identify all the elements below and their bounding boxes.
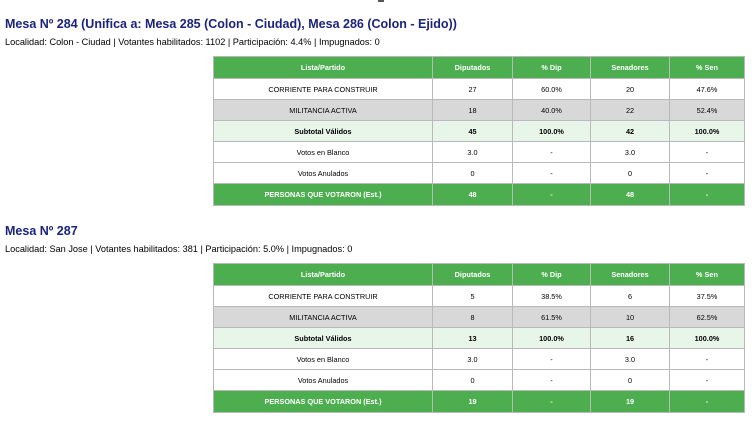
cell-lista: CORRIENTE PARA CONSTRUIR <box>214 79 433 100</box>
table-row <box>214 142 745 163</box>
header-senadores: Senadores <box>591 57 670 79</box>
cell-lista: PERSONAS QUE VOTARON (Est.) <box>214 184 433 206</box>
cell-senadores: 20 <box>591 79 670 100</box>
cell-pct-dip: 60.0% <box>513 79 591 100</box>
table-header-row <box>214 57 745 79</box>
cell-diputados: 3.0 <box>433 142 513 163</box>
cell-pct-dip: - <box>513 349 591 370</box>
cell-pct-sen: 52.4% <box>670 100 745 121</box>
table-row <box>214 286 745 307</box>
header-diputados: Diputados <box>433 264 513 286</box>
cell-senadores: 19 <box>591 391 670 413</box>
mesa-section-287 <box>5 224 750 255</box>
cell-senadores: 0 <box>591 163 670 184</box>
cell-diputados: 8 <box>433 307 513 328</box>
cell-lista: Subtotal Válidos <box>214 328 433 349</box>
cell-pct-sen: 100.0% <box>670 121 745 142</box>
mesa-title: Mesa Nº 284 (Unifica a: Mesa 285 (Colon - Ciudad), Mesa 286 (Colon - Ejido)) <box>5 17 457 31</box>
cell-pct-dip: - <box>513 184 591 206</box>
table-row <box>214 79 745 100</box>
cell-senadores: 3.0 <box>591 349 670 370</box>
cell-senadores: 6 <box>591 286 670 307</box>
cell-senadores: 10 <box>591 307 670 328</box>
cell-diputados: 0 <box>433 370 513 391</box>
cell-pct-sen: - <box>670 163 745 184</box>
header-pct-dip: % Dip <box>513 57 591 79</box>
table-row <box>214 349 745 370</box>
subtotal-row <box>214 121 745 142</box>
total-row <box>214 391 745 413</box>
cell-senadores: 22 <box>591 100 670 121</box>
mesa-info: Localidad: San Jose | Votantes habilitados: 381 | Participación: 5.0% | Impugnados: 0 <box>5 244 353 254</box>
cell-lista: Votos Anulados <box>214 370 433 391</box>
cell-lista: Votos en Blanco <box>214 142 433 163</box>
cell-pct-dip: - <box>513 163 591 184</box>
cell-pct-sen: - <box>670 142 745 163</box>
cell-diputados: 27 <box>433 79 513 100</box>
header-pct-sen: % Sen <box>670 57 745 79</box>
cell-pct-dip: 38.5% <box>513 286 591 307</box>
mesa-title: Mesa Nº 287 <box>5 224 78 238</box>
header-pct-dip: % Dip <box>513 264 591 286</box>
cell-diputados: 5 <box>433 286 513 307</box>
cell-lista: PERSONAS QUE VOTARON (Est.) <box>214 391 433 413</box>
cell-lista: Votos Anulados <box>214 163 433 184</box>
cell-senadores: 3.0 <box>591 142 670 163</box>
table-header-row <box>214 264 745 286</box>
results-table-287 <box>213 263 745 413</box>
table-row <box>214 307 745 328</box>
cell-lista: Votos en Blanco <box>214 349 433 370</box>
cell-lista: MILITANCIA ACTIVA <box>214 307 433 328</box>
cell-diputados: 48 <box>433 184 513 206</box>
cell-diputados: 3.0 <box>433 349 513 370</box>
cell-pct-dip: - <box>513 370 591 391</box>
cell-lista: CORRIENTE PARA CONSTRUIR <box>214 286 433 307</box>
cell-pct-sen: 47.6% <box>670 79 745 100</box>
total-row <box>214 184 745 206</box>
page-edge-mark <box>378 0 384 2</box>
cell-senadores: 0 <box>591 370 670 391</box>
cell-senadores: 48 <box>591 184 670 206</box>
cell-pct-dip: 100.0% <box>513 328 591 349</box>
cell-pct-dip: 40.0% <box>513 100 591 121</box>
subtotal-row <box>214 328 745 349</box>
cell-pct-sen: - <box>670 391 745 413</box>
results-table-284 <box>213 56 745 206</box>
header-lista: Lista/Partido <box>214 264 433 286</box>
cell-pct-sen: 62.5% <box>670 307 745 328</box>
cell-pct-dip: - <box>513 391 591 413</box>
cell-diputados: 18 <box>433 100 513 121</box>
header-pct-sen: % Sen <box>670 264 745 286</box>
header-lista: Lista/Partido <box>214 57 433 79</box>
cell-pct-sen: 37.5% <box>670 286 745 307</box>
cell-diputados: 0 <box>433 163 513 184</box>
cell-pct-sen: - <box>670 370 745 391</box>
cell-diputados: 13 <box>433 328 513 349</box>
header-diputados: Diputados <box>433 57 513 79</box>
cell-lista: Subtotal Válidos <box>214 121 433 142</box>
cell-senadores: 16 <box>591 328 670 349</box>
cell-senadores: 42 <box>591 121 670 142</box>
cell-pct-sen: 100.0% <box>670 328 745 349</box>
cell-lista: MILITANCIA ACTIVA <box>214 100 433 121</box>
cell-pct-dip: - <box>513 142 591 163</box>
cell-pct-dip: 61.5% <box>513 307 591 328</box>
mesa-section-284 <box>5 17 750 48</box>
table-row <box>214 163 745 184</box>
header-senadores: Senadores <box>591 264 670 286</box>
cell-diputados: 19 <box>433 391 513 413</box>
mesa-info: Localidad: Colon - Ciudad | Votantes habilitados: 1102 | Participación: 4.4% | Impugnados: 0 <box>5 37 380 47</box>
table-row <box>214 370 745 391</box>
cell-diputados: 45 <box>433 121 513 142</box>
cell-pct-sen: - <box>670 184 745 206</box>
cell-pct-sen: - <box>670 349 745 370</box>
table-row <box>214 100 745 121</box>
cell-pct-dip: 100.0% <box>513 121 591 142</box>
